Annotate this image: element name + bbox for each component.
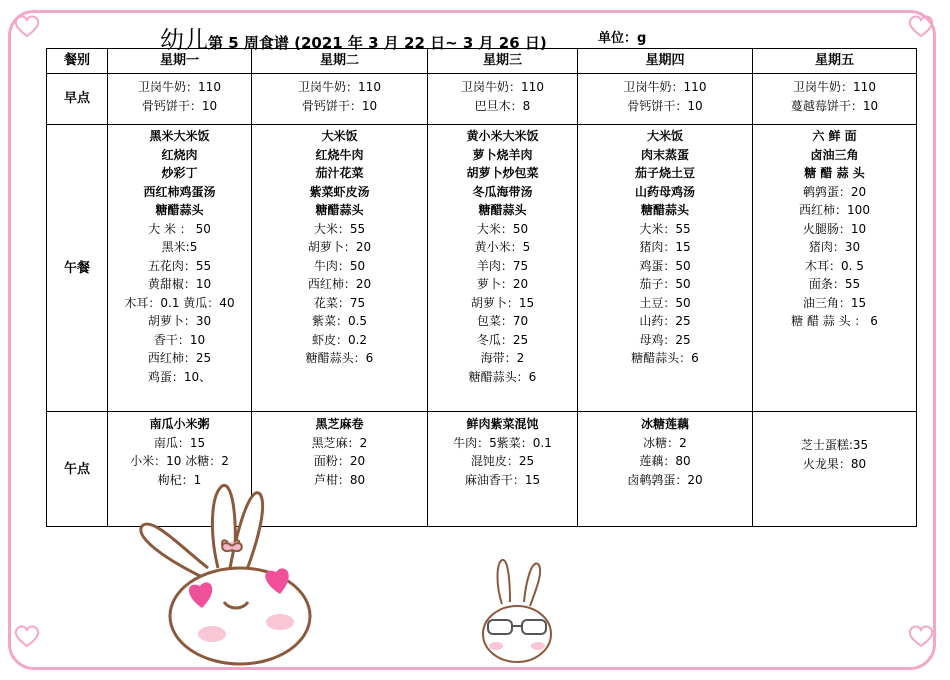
ingredient-line: 胡萝卜：20 bbox=[307, 240, 372, 254]
ingredient-line: 黄甜椒：10 bbox=[147, 277, 212, 291]
dish-name: 糖醋蒜头 bbox=[155, 203, 204, 217]
dish-name: 茄子烧土豆 bbox=[634, 166, 695, 180]
ingredient-line: 糖醋蒜头：6 bbox=[631, 351, 699, 365]
ingredient-line: 山药：25 bbox=[639, 314, 691, 328]
dish-name: 冰糖莲藕 bbox=[640, 417, 689, 431]
dish-name: 肉末蒸蛋 bbox=[640, 147, 689, 162]
ingredient-line: 大米：55 bbox=[639, 221, 691, 236]
dish-name: 黄小米大米饭 bbox=[466, 129, 539, 143]
dish-name: 鲜肉紫菜混饨 bbox=[466, 417, 539, 431]
ingredient-line: 五花肉：55 bbox=[147, 258, 212, 273]
ingredient-line: 面条：55 bbox=[808, 277, 861, 291]
ingredient-line: 海带：2 bbox=[480, 351, 525, 365]
dish-name: 糖醋蒜头 bbox=[315, 203, 364, 217]
ingredient-line: 母鸡：25 bbox=[639, 332, 691, 347]
header-cell: 星期五 bbox=[753, 49, 917, 74]
dish-name: 大米饭 bbox=[646, 129, 683, 143]
meal-label: 午餐 bbox=[47, 125, 108, 412]
ingredient-line: 面粉：20 bbox=[313, 454, 366, 468]
ingredient-line: 猪肉：15 bbox=[639, 240, 691, 254]
ingredient-line: 黄小米：5 bbox=[474, 240, 531, 254]
ingredient-line: 虾皮：0.2 bbox=[311, 332, 368, 347]
dish-name: 西红柿鸡蛋汤 bbox=[143, 184, 216, 199]
ingredient-line: 大米：50 bbox=[476, 221, 529, 236]
ingredient-line: 猪肉：30 bbox=[808, 240, 861, 254]
ingredient-line: 火龙果：80 bbox=[802, 456, 867, 471]
snack-cell bbox=[428, 412, 578, 527]
menu-table bbox=[46, 48, 917, 527]
lunch-cell bbox=[428, 125, 578, 412]
breakfast-cell: 卫岗牛奶：110 骨钙饼干：10 bbox=[578, 74, 753, 125]
page-title: 幼儿第 5 周食谱 (2021 年 3 月 22 日~ 3 月 26 日) bbox=[160, 26, 547, 54]
ingredient-line: 胡萝卜：15 bbox=[470, 295, 535, 310]
ingredient-line: 火腿肠：10 bbox=[802, 221, 867, 236]
ingredient-line: 南瓜：15 bbox=[153, 435, 206, 450]
ingredient-line: 木耳：0.1 黄瓜：40 bbox=[124, 295, 235, 310]
ingredient-line: 鸡蛋：10、 bbox=[147, 369, 212, 384]
dish-name: 南瓜小米粥 bbox=[149, 417, 210, 431]
ingredient-line: 西红柿：20 bbox=[307, 277, 372, 291]
meal-label: 早点 bbox=[47, 74, 108, 125]
ingredient-line: 冰糖：2 bbox=[643, 435, 687, 450]
lunch-cell bbox=[252, 125, 428, 412]
ingredient-line: 西红柿：100 bbox=[799, 203, 870, 217]
ingredient-line: 芦柑：80 bbox=[313, 472, 366, 487]
breakfast-row bbox=[47, 74, 917, 125]
lunch-row bbox=[47, 125, 917, 412]
header-cell: 餐别 bbox=[47, 49, 108, 74]
ingredient-line: 胡萝卜：30 bbox=[147, 314, 212, 328]
ingredient-line: 鹌鹑蛋：20 bbox=[802, 184, 867, 199]
heart-icon bbox=[908, 14, 934, 38]
ingredient-line: 大 米 ： 50 bbox=[148, 221, 211, 236]
lunch-cell bbox=[108, 125, 252, 412]
ingredient-line: 莲藕：80 bbox=[639, 454, 691, 468]
dish-name: 山药母鸡汤 bbox=[634, 184, 695, 199]
ingredient-line: 西红柿：25 bbox=[147, 351, 212, 365]
ingredient-line: 糖 醋 蒜 头 ： 6 bbox=[791, 314, 878, 328]
ingredient-line: 油三角：15 bbox=[802, 295, 867, 310]
dish-name: 六 鲜 面 bbox=[812, 129, 857, 143]
lunch-cell bbox=[753, 125, 917, 412]
dish-name: 糖 醋 蒜 头 bbox=[804, 166, 865, 180]
ingredient-line: 萝卜：20 bbox=[476, 277, 529, 291]
header-row bbox=[47, 49, 917, 74]
ingredient-line: 茄子：50 bbox=[639, 277, 691, 291]
bunny-hearts-illustration bbox=[130, 476, 320, 668]
ingredient-line: 糖醋蒜头：6 bbox=[305, 351, 374, 365]
header-cell: 星期一 bbox=[108, 49, 252, 74]
ingredient-line: 羊肉：75 bbox=[476, 258, 529, 273]
heart-icon bbox=[908, 624, 934, 648]
breakfast-cell: 卫岗牛奶：110 骨钙饼干：10 bbox=[252, 74, 428, 125]
dish-name: 冬瓜海带汤 bbox=[472, 184, 533, 199]
heart-icon bbox=[14, 624, 40, 648]
ingredient-line: 混饨皮：25 bbox=[470, 454, 535, 468]
dish-name: 萝卜烧羊肉 bbox=[472, 147, 533, 162]
dish-name: 黑芝麻卷 bbox=[315, 417, 364, 431]
ingredient-line: 大米：55 bbox=[313, 221, 366, 236]
ingredient-line: 牛肉：5紫菜：0.1 bbox=[453, 435, 552, 450]
ingredient-line: 紫菜：0.5 bbox=[311, 314, 368, 328]
dish-name: 茄汁花菜 bbox=[315, 166, 364, 180]
header-cell: 星期四 bbox=[578, 49, 753, 74]
dish-name: 糖醋蒜头 bbox=[640, 203, 689, 217]
breakfast-cell: 卫岗牛奶：110 蔓越莓饼干：10 bbox=[753, 74, 917, 125]
meal-label: 午点 bbox=[47, 412, 108, 527]
ingredient-line: 包菜：70 bbox=[476, 314, 529, 328]
ingredient-line: 芝士蛋糕:35 bbox=[800, 438, 869, 452]
ingredient-line: 花菜：75 bbox=[313, 295, 366, 310]
snack-cell bbox=[578, 412, 753, 527]
dish-name: 红烧牛肉 bbox=[315, 147, 364, 162]
ingredient-line: 香干：10 bbox=[153, 332, 206, 347]
header-cell: 星期三 bbox=[428, 49, 578, 74]
heart-icon bbox=[14, 14, 40, 38]
dish-name: 大米饭 bbox=[321, 129, 358, 143]
bunny-glasses-illustration bbox=[472, 556, 562, 666]
lunch-cell bbox=[578, 125, 753, 412]
ingredient-line: 鸡蛋：50 bbox=[639, 258, 691, 273]
breakfast-cell: 卫岗牛奶：110 骨钙饼干：10 bbox=[108, 74, 252, 125]
ingredient-line: 黑米:5 bbox=[161, 240, 198, 254]
dish-name: 炒彩丁 bbox=[161, 166, 198, 180]
ingredient-line: 木耳：0. 5 bbox=[805, 258, 864, 273]
snack-cell bbox=[753, 412, 917, 527]
dish-name: 糖醋蒜头 bbox=[478, 203, 527, 217]
ingredient-line: 枸杞：1 bbox=[157, 472, 202, 487]
dish-name: 紫菜虾皮汤 bbox=[309, 184, 370, 199]
ingredient-line: 麻油香干：15 bbox=[464, 472, 541, 487]
ingredient-line: 土豆：50 bbox=[639, 295, 691, 310]
ingredient-line: 黑芝麻：2 bbox=[311, 435, 368, 450]
ingredient-line: 冬瓜：25 bbox=[476, 332, 529, 347]
ingredient-line: 卤鹌鹑蛋：20 bbox=[627, 472, 703, 487]
dish-name: 红烧肉 bbox=[161, 147, 198, 162]
ingredient-line: 糖醋蒜头：6 bbox=[468, 369, 537, 384]
ingredient-line: 小米：10 冰糖：2 bbox=[130, 454, 229, 468]
dish-name: 黑米大米饭 bbox=[149, 129, 210, 143]
header-cell: 星期二 bbox=[252, 49, 428, 74]
unit-label: 单位：g bbox=[598, 31, 647, 46]
breakfast-cell: 卫岗牛奶：110 巴旦木：8 bbox=[428, 74, 578, 125]
dish-name: 卤油三角 bbox=[810, 147, 859, 162]
dish-name: 胡萝卜炒包菜 bbox=[466, 166, 539, 180]
ingredient-line: 牛肉：50 bbox=[313, 258, 366, 273]
